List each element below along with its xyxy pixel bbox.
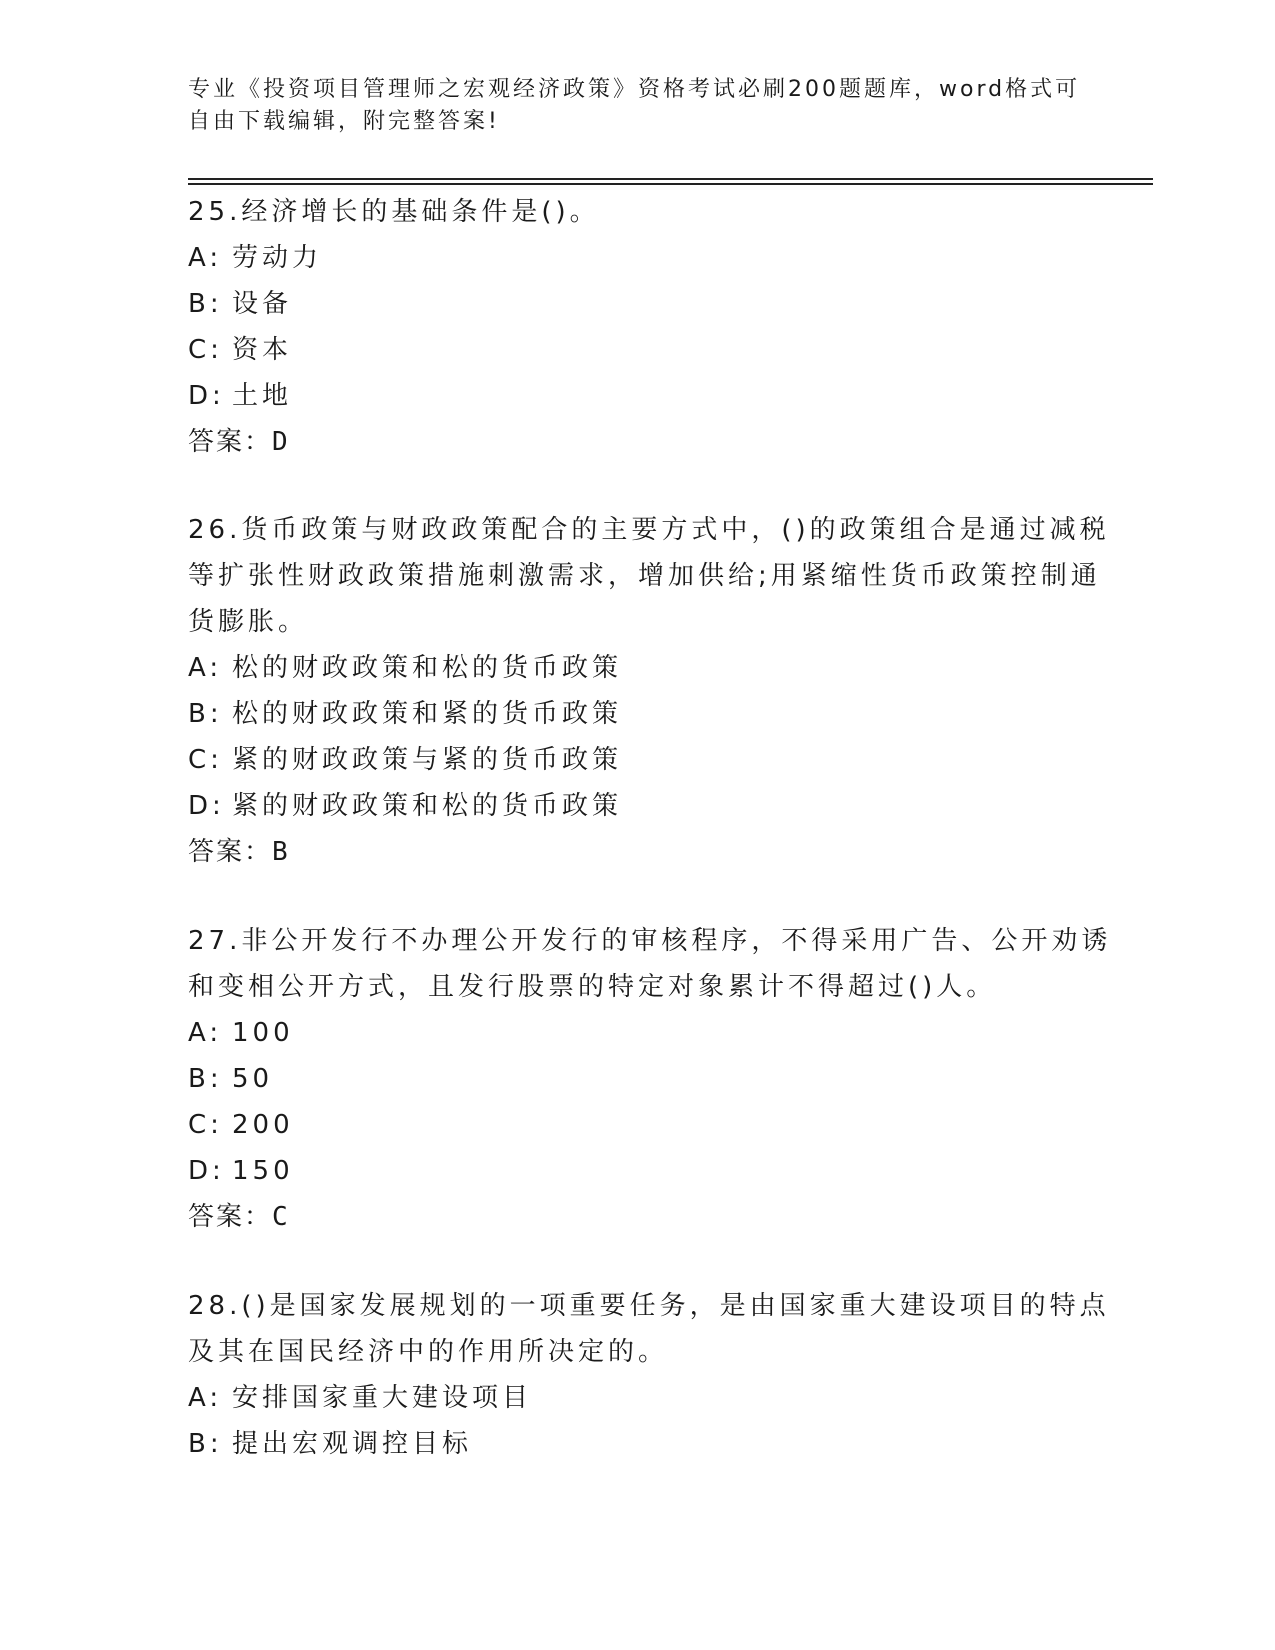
option-letter: A:: [188, 1383, 223, 1413]
option-d: [188, 373, 1088, 419]
option-text: 50: [232, 1064, 274, 1094]
question-stem: 25.经济增长的基础条件是()。: [188, 197, 600, 227]
option-letter: C:: [188, 745, 223, 775]
option-b: [188, 1421, 1088, 1467]
question-stem: 货膨胀。: [188, 607, 309, 637]
option-letter: B:: [188, 289, 223, 319]
question-stem: 等扩张性财政政策措施刺激需求，增加供给;用紧缩性货币政策控制通: [188, 561, 1101, 591]
option-text: 劳动力: [232, 243, 323, 273]
question-stem: 及其在国民经济中的作用所决定的。: [188, 1337, 669, 1367]
option-letter: A:: [188, 1018, 223, 1048]
option-c: [188, 1102, 1088, 1148]
option-text: 紧的财政政策和松的货币政策: [232, 791, 623, 821]
option-a: [188, 235, 1088, 281]
option-text: 松的财政政策和紧的货币政策: [232, 699, 623, 729]
option-text: 设备: [232, 289, 293, 319]
option-letter: C:: [188, 335, 223, 365]
option-b: [188, 281, 1088, 327]
option-letter: A:: [188, 243, 223, 273]
option-text: 100: [232, 1018, 294, 1048]
option-text: 松的财政政策和松的货币政策: [232, 653, 623, 683]
document-header: [188, 74, 1081, 138]
question-stem: 和变相公开方式，且发行股票的特定对象累计不得超过()人。: [188, 972, 997, 1002]
option-text: 土地: [232, 381, 293, 411]
question-block: [188, 189, 1088, 465]
option-text: 200: [232, 1110, 294, 1140]
answer-line: 答案：D: [188, 427, 290, 457]
header-divider: [188, 178, 1153, 180]
question-stem: 27.非公开发行不办理公开发行的审核程序，不得采用广告、公开劝诱: [188, 926, 1112, 956]
option-d: [188, 1148, 1088, 1194]
option-text: 资本: [232, 335, 293, 365]
option-letter: C:: [188, 1110, 223, 1140]
option-b: [188, 1056, 1088, 1102]
option-letter: B:: [188, 1429, 223, 1459]
header-line: 专业《投资项目管理师之宏观经济政策》资格考试必刷200题题库，word格式可: [188, 77, 1081, 102]
option-letter: A:: [188, 653, 223, 683]
header-divider: [188, 183, 1153, 185]
answer-line: 答案：C: [188, 1202, 290, 1232]
option-c: [188, 327, 1088, 373]
option-text: 安排国家重大建设项目: [232, 1383, 533, 1413]
header-line: 自由下载编辑，附完整答案!: [188, 109, 500, 134]
option-b: [188, 691, 1088, 737]
option-text: 紧的财政政策与紧的货币政策: [232, 745, 623, 775]
option-a: [188, 645, 1088, 691]
question-stem: 26.货币政策与财政政策配合的主要方式中，()的政策组合是通过减税: [188, 515, 1110, 545]
option-letter: D:: [188, 1156, 225, 1186]
option-text: 150: [232, 1156, 294, 1186]
option-d: [188, 783, 1088, 829]
option-a: [188, 1010, 1088, 1056]
option-a: [188, 1375, 1088, 1421]
question-block: [188, 918, 1112, 1240]
option-letter: D:: [188, 791, 225, 821]
question-block: [188, 507, 1110, 875]
option-letter: B:: [188, 1064, 223, 1094]
option-letter: D:: [188, 381, 225, 411]
option-text: 提出宏观调控目标: [232, 1429, 473, 1459]
question-stem: 28.()是国家发展规划的一项重要任务，是由国家重大建设项目的特点: [188, 1291, 1110, 1321]
option-c: [188, 737, 1088, 783]
answer-line: 答案：B: [188, 837, 290, 867]
option-letter: B:: [188, 699, 223, 729]
question-block: [188, 1283, 1110, 1467]
